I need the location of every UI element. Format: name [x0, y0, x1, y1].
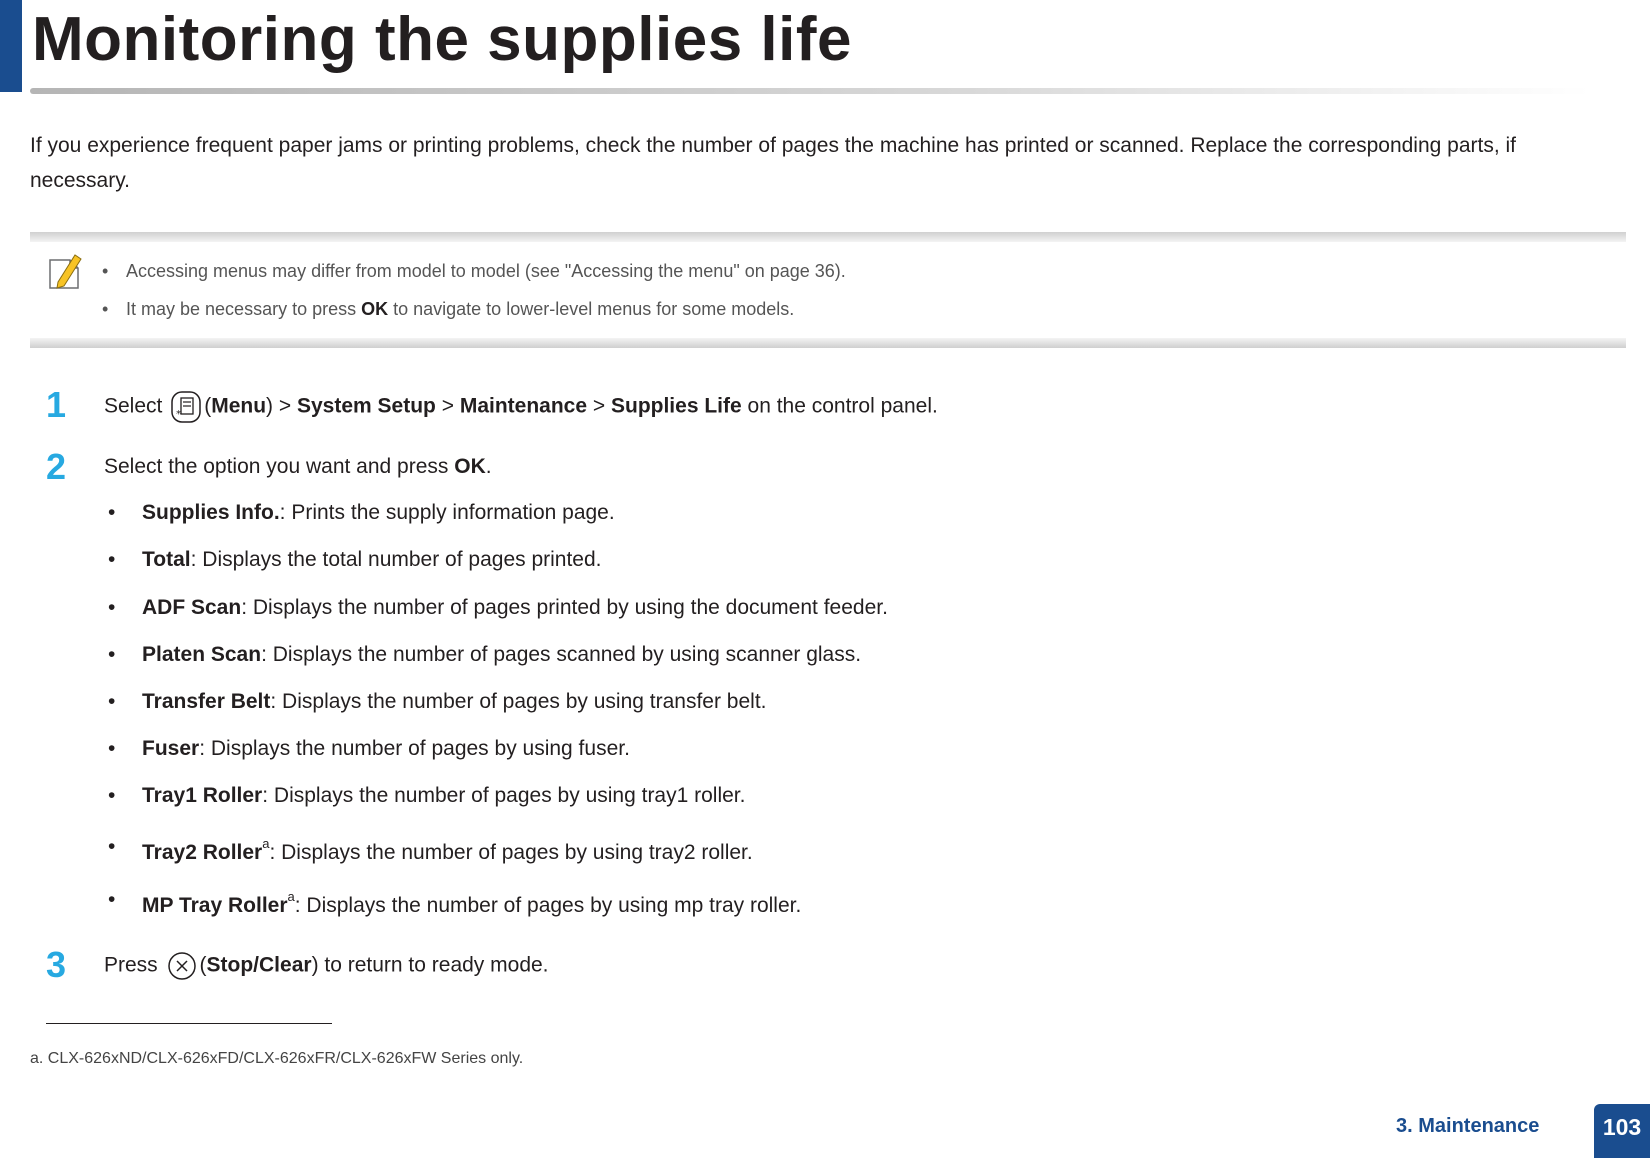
svg-text:*: * [176, 409, 182, 420]
list-item: • Fuser: Displays the number of pages by using fuser. [108, 734, 630, 764]
chapter-label: 3. Maintenance [1396, 1115, 1540, 1137]
list-item: • Supplies Info.: Prints the supply information page. [108, 498, 615, 528]
note-bottom-border [30, 338, 1626, 348]
menu-button-icon [170, 390, 202, 424]
note-item: • It may be necessary to press OK to navigate to lower-level menus for some models. [100, 290, 846, 328]
footnote: a. CLX-626xND/CLX-626xFD/CLX-626xFR/CLX-626xFW Series only. [30, 1050, 524, 1067]
intro-paragraph: If you experience frequent paper jams or printing problems, check the number of pages the machine has printed or scanned. Replace the corresponding parts, if necessary. [30, 134, 1517, 192]
note-item: • Accessing menus may differ from model to model (see "Accessing the menu" on page 36). [100, 252, 846, 290]
list-item: • Tray1 Roller: Displays the number of pages by using tray1 roller. [108, 781, 745, 811]
step-number: 2 [46, 446, 67, 487]
list-item: • ADF Scan: Displays the number of pages printed by using the document feeder. [108, 593, 888, 623]
list-item: • Transfer Belt: Displays the number of pages by using transfer belt. [108, 687, 767, 717]
step-text: Press (Stop/Clear) to return to ready mode. [104, 950, 549, 982]
step-text: Select the option you want and press OK. [104, 455, 492, 478]
note-top-border [30, 232, 1626, 242]
step-number: 3 [46, 944, 67, 985]
note-list [100, 252, 846, 328]
title-divider [30, 88, 1590, 94]
page-title: Monitoring the supplies life [32, 5, 852, 74]
list-item: • Total: Displays the total number of pages printed. [108, 545, 602, 575]
footnote-divider [46, 1023, 332, 1024]
note-box [30, 232, 1626, 350]
title-accent-bar [0, 0, 22, 92]
stop-clear-icon [166, 950, 198, 982]
list-item: • Tray2 Roller$^a$: Displays the number of pages by using tray2 roller. [108, 832, 753, 868]
footnote-marker: a [262, 836, 270, 851]
step-text: Select * (Menu) > System Setup > Maintenance > Supplies Life on the control panel. [104, 390, 938, 424]
step-number: 1 [46, 384, 67, 425]
footnote-marker: a [287, 889, 295, 904]
list-item: • Platen Scan: Displays the number of pages scanned by using scanner glass. [108, 640, 861, 670]
note-pencil-icon [44, 252, 84, 292]
list-item: • MP Tray Roller$^a$: Displays the number of pages by using mp tray roller. [108, 885, 801, 921]
page-number: 103 [1594, 1104, 1650, 1158]
